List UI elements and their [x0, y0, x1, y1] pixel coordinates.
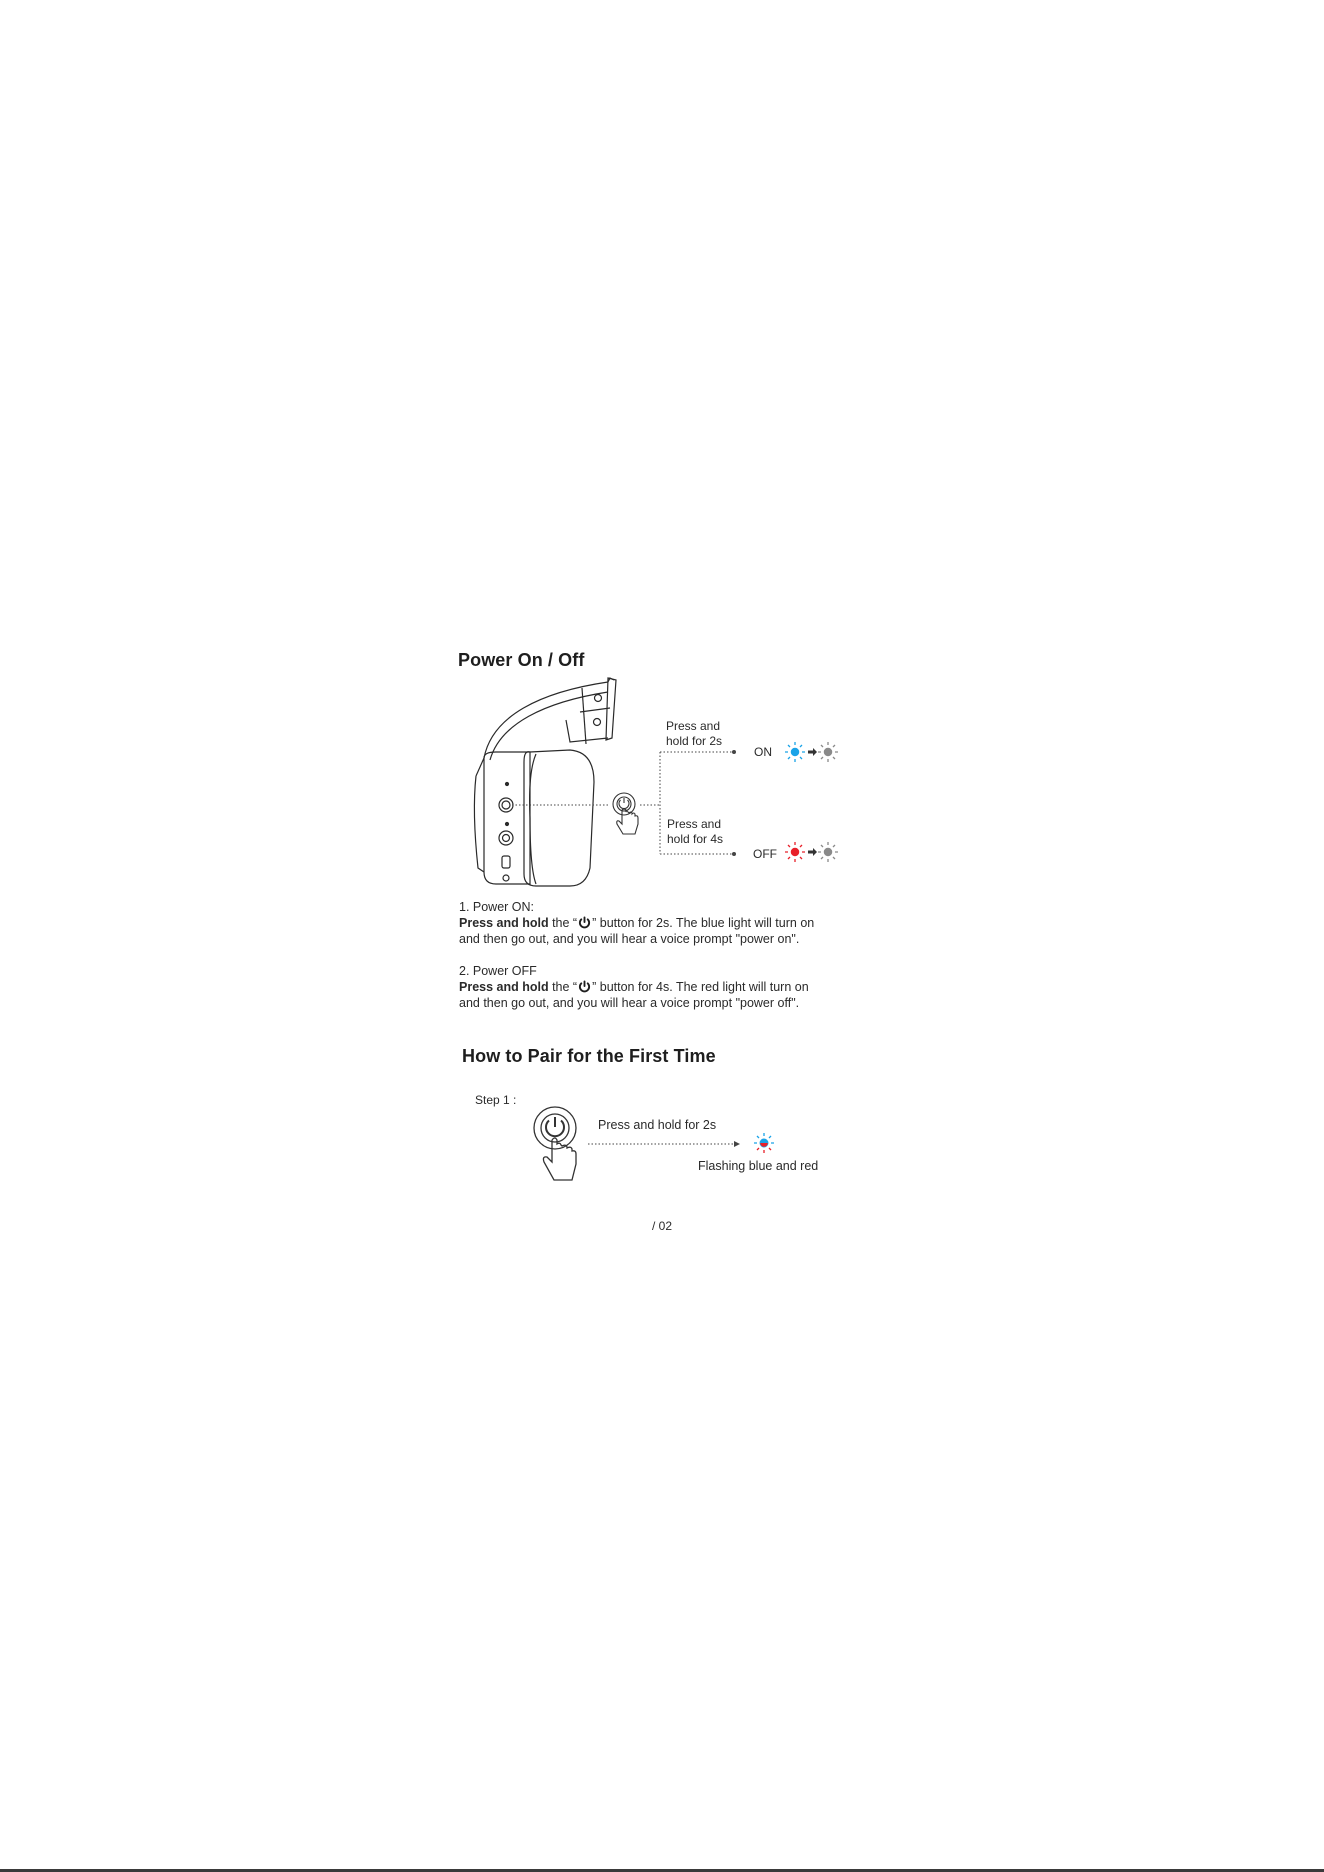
step-1-result-label: Flashing blue and red	[698, 1159, 819, 1173]
step-1-press-label: Press and hold for 2s	[598, 1118, 717, 1132]
blue-red-led-icon	[752, 1131, 776, 1155]
section-title-power: Power On / Off	[458, 650, 585, 670]
led-off-icon	[818, 742, 838, 762]
section-title-pair: How to Pair for the First Time	[462, 1046, 716, 1066]
red-led-icon	[785, 842, 805, 862]
off-led-sequence	[784, 840, 840, 864]
off-hold-label-2: hold for 4s	[667, 832, 724, 846]
power-off-heading: 2. Power OFF	[459, 964, 537, 978]
led-off-icon	[818, 842, 838, 862]
power-off-line-1: Press and hold the “ ” button for 4s. The red light will turn on	[459, 980, 809, 994]
arrow-right-icon	[808, 848, 817, 856]
on-state-label: ON	[754, 745, 772, 759]
power-off-line-2: and then go out, and you will hear a voice prompt "power off".	[459, 996, 800, 1010]
off-state-label: OFF	[753, 847, 777, 861]
off-hold-label-1: Press and	[667, 817, 722, 831]
power-on-heading: 1. Power ON:	[459, 900, 535, 914]
power-off-emphasis: Press and hold	[459, 980, 549, 994]
blue-led-icon	[785, 742, 805, 762]
power-on-line-1: Press and hold the “ ” button for 2s. The blue light will turn on	[459, 916, 815, 930]
tap-power-icon	[530, 1106, 580, 1186]
on-hold-label-2: hold for 2s	[666, 734, 723, 748]
on-led-sequence	[784, 740, 840, 764]
power-on-emphasis: Press and hold	[459, 916, 549, 930]
on-hold-label-1: Press and	[666, 719, 721, 733]
step-1-label: Step 1 :	[475, 1093, 517, 1107]
tap-power-icon	[608, 790, 644, 840]
power-on-line-2: and then go out, and you will hear a voice prompt "power on".	[459, 932, 800, 946]
power-icon	[578, 916, 591, 929]
power-icon	[578, 980, 591, 993]
step-1-arrow	[584, 1136, 744, 1152]
page-number: / 02	[652, 1219, 673, 1233]
arrow-right-icon	[808, 748, 817, 756]
